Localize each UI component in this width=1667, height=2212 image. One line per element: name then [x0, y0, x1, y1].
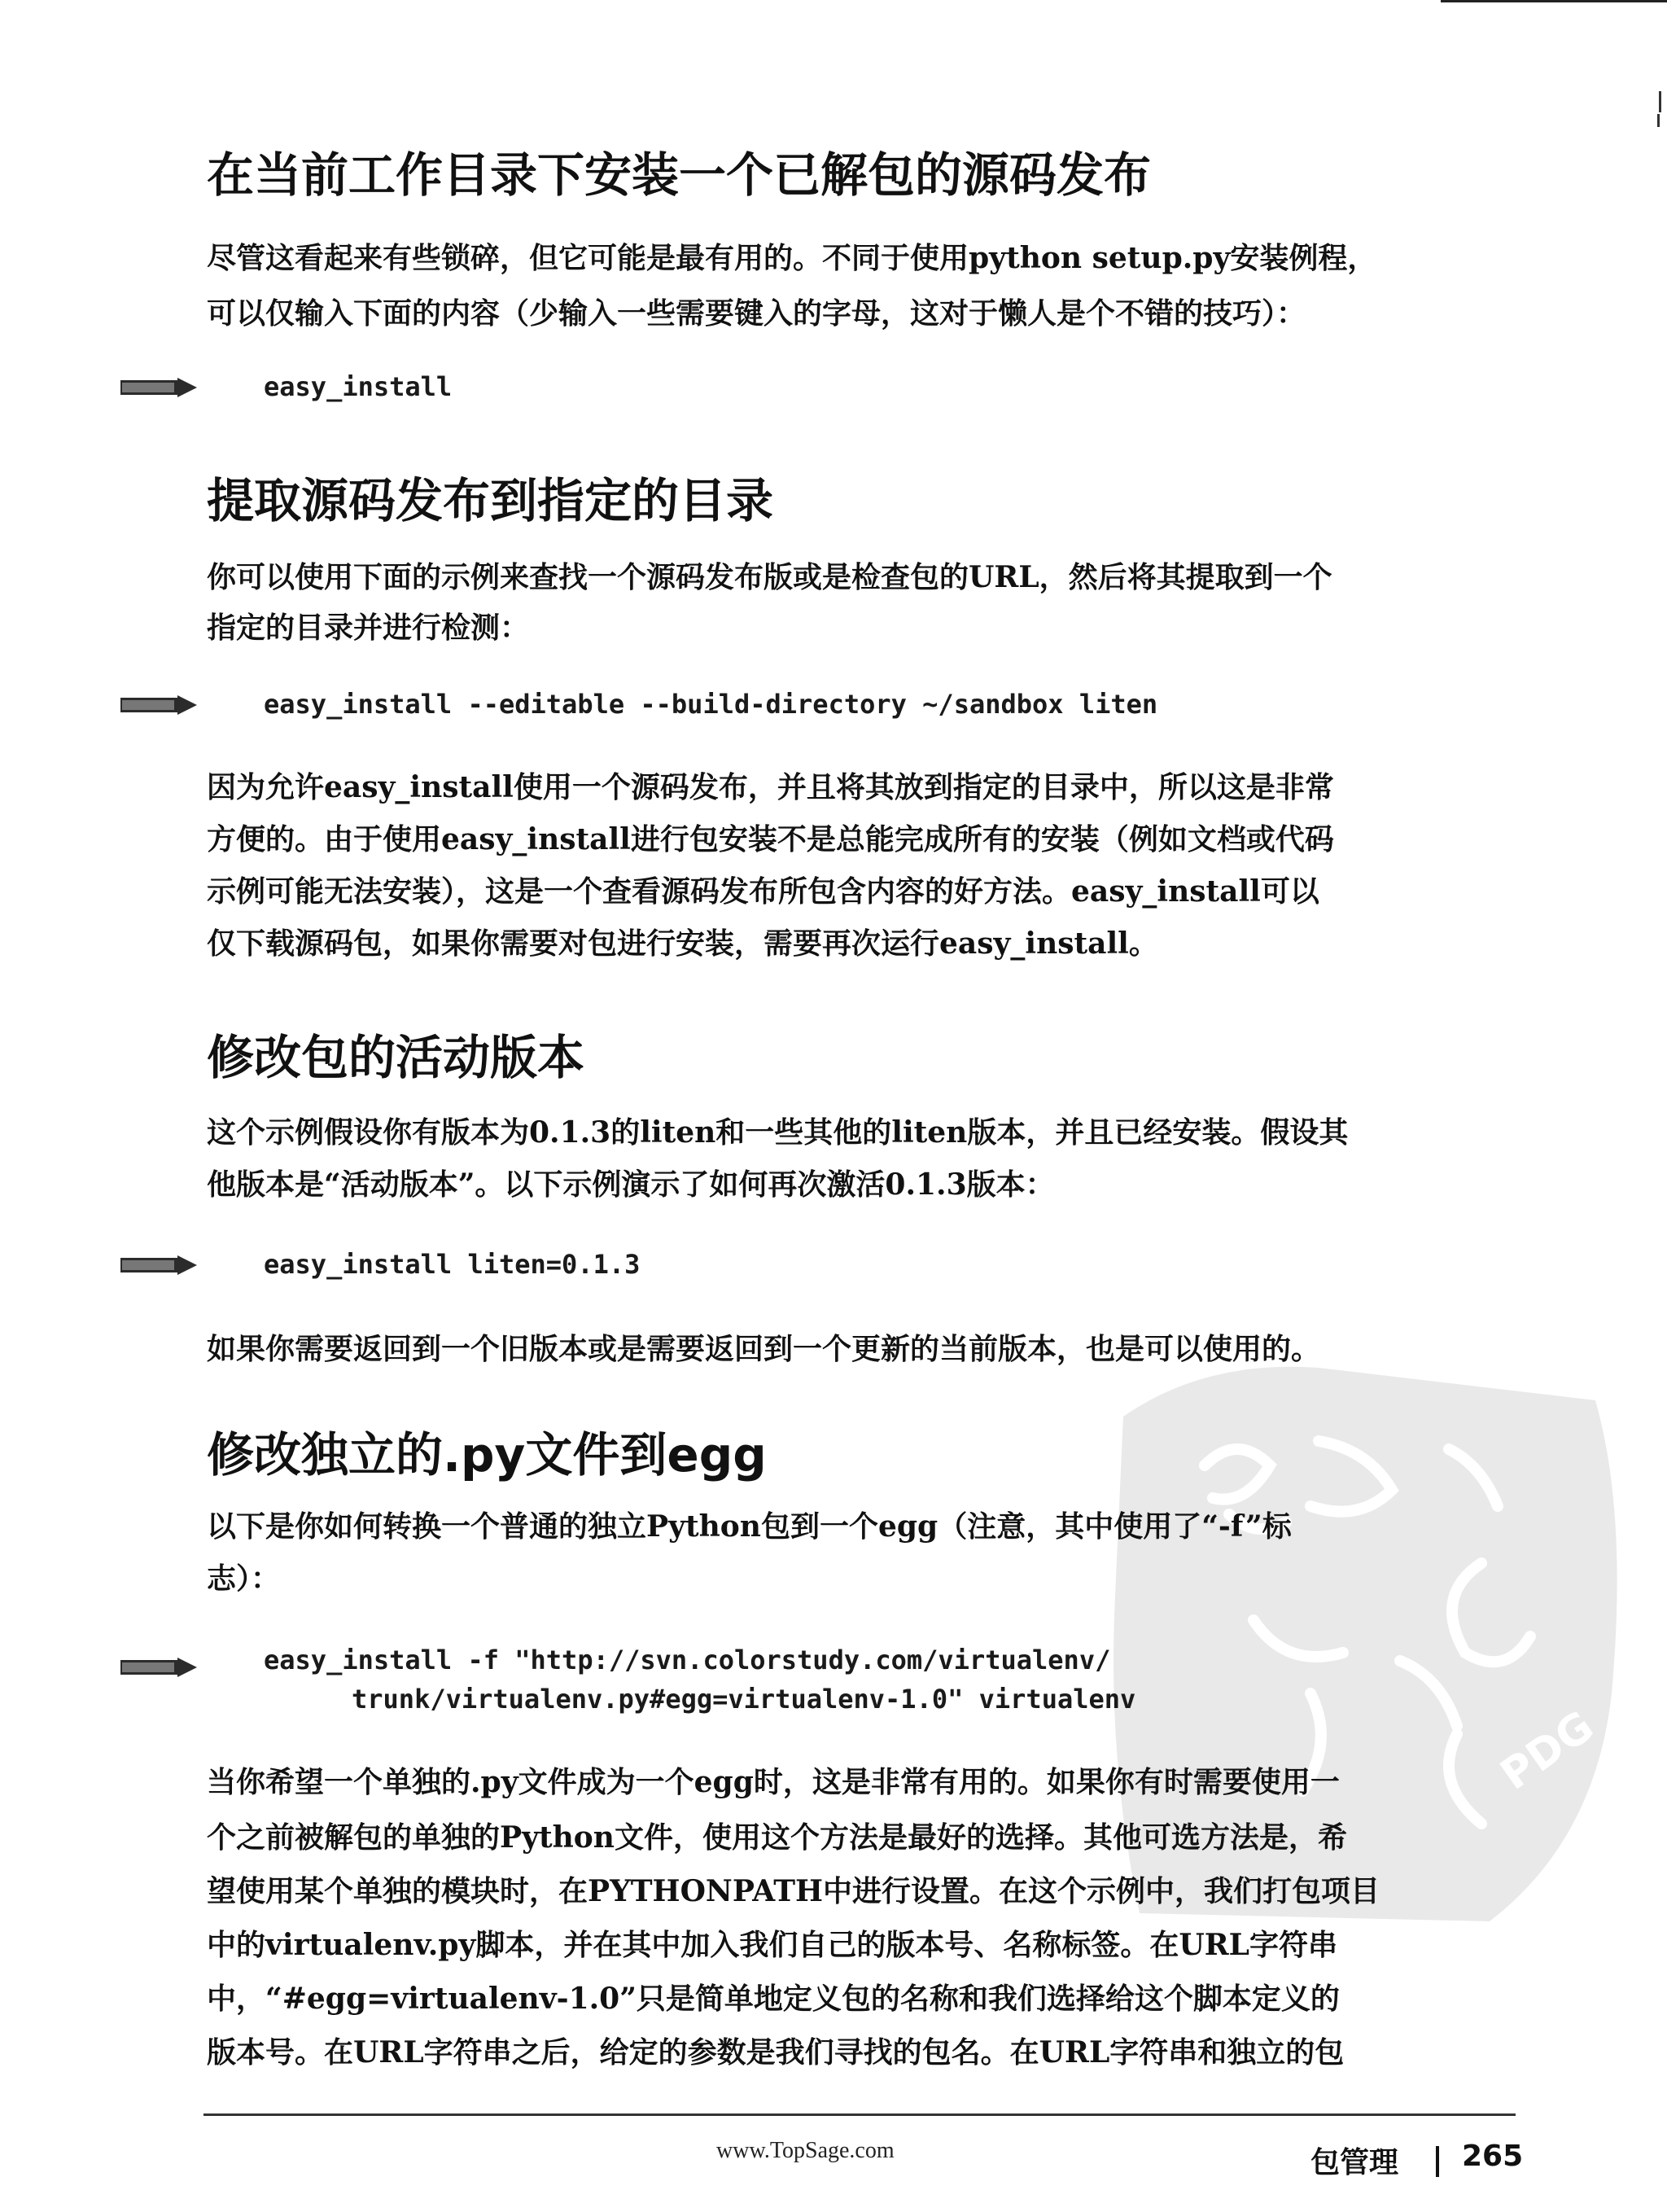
code-line: easy_install --editable --build-directory ~/sandbox liten [264, 689, 1158, 720]
section-heading: 修改包的活动版本 [207, 1030, 585, 1085]
paragraph-line: 他版本是“活动版本”。以下示例演示了如何再次激活0.1.3版本： [207, 1167, 1055, 1202]
paragraph-line: 示例可能无法安装），这是一个查看源码发布所包含内容的好方法。easy_install可以 [207, 874, 1319, 909]
paragraph-line: 版本号。在URL字符串之后，给定的参数是我们寻找的包名。在URL字符串和独立的包 [207, 2035, 1345, 2070]
paragraph-line: 中的virtualenv.py脚本，并在其中加入我们自己的版本号、名称标签。在URL字符串 [207, 1928, 1337, 1962]
paragraph-line: 方便的。由于使用easy_install进行包安装不是总能完成所有的安装（例如文档或代码 [207, 822, 1334, 856]
footer-rule [203, 2113, 1516, 2116]
footer-chapter-title: 包管理 [1310, 2146, 1399, 2179]
footer-separator [1436, 2146, 1439, 2177]
edge-mark [1657, 114, 1660, 127]
paragraph-line: 中，“#egg=virtualenv-1.0”只是简单地定义包的名称和我们选择给这个脚本定义的 [207, 1982, 1340, 2016]
paragraph-line: 你可以使用下面的示例来查找一个源码发布版或是检查包的URL，然后将其提取到一个 [207, 560, 1332, 594]
paragraph-line: 这个示例假设你有版本为0.1.3的liten和一些其他的liten版本，并且已经安装。假设其 [207, 1115, 1349, 1150]
paragraph-line: 指定的目录并进行检测： [207, 611, 530, 645]
code-line: easy_install [264, 371, 453, 402]
section-heading: 修改独立的.py文件到egg [207, 1427, 767, 1483]
top-edge-rule [1441, 0, 1667, 2]
paragraph-line: 可以仅输入下面的内容（少输入一些需要键入的字母，这对于懒人是个不错的技巧）： [207, 296, 1306, 331]
page-number: 265 [1462, 2140, 1524, 2173]
paragraph-line: 个之前被解包的单独的Python文件，使用这个方法是最好的选择。其他可选方法是，希 [207, 1820, 1347, 1855]
code-arrow-icon [120, 695, 197, 715]
code-arrow-icon [120, 1658, 197, 1677]
code-line: easy_install liten=0.1.3 [264, 1249, 641, 1280]
code-line: trunk/virtualenv.py#egg=virtualenv-1.0" virtualenv [352, 1684, 1136, 1715]
code-arrow-icon [120, 1255, 197, 1275]
section-heading: 提取源码发布到指定的目录 [207, 473, 774, 528]
paragraph-line: 望使用某个单独的模块时，在PYTHONPATH中进行设置。在这个示例中，我们打包项目 [207, 1874, 1380, 1908]
paragraph-line: 如果你需要返回到一个旧版本或是需要返回到一个更新的当前版本，也是可以使用的。 [207, 1332, 1321, 1366]
paragraph-line: 仅下载源码包，如果你需要对包进行安装，需要再次运行easy_install。 [207, 926, 1158, 961]
footer-url: www.TopSage.com [716, 2138, 895, 2163]
paragraph-line: 因为允许easy_install使用一个源码发布，并且将其放到指定的目录中，所以这是非常 [207, 770, 1334, 804]
paragraph-line: 尽管这看起来有些锁碎，但它可能是最有用的。不同于使用python setup.py安装例程， [207, 241, 1377, 275]
code-line: easy_install -f "http://svn.colorstudy.com/virtualenv/ [264, 1645, 1111, 1675]
paragraph-line: 以下是你如何转换一个普通的独立Python包到一个egg（注意，其中使用了“-f”标 [207, 1509, 1292, 1544]
edge-mark [1659, 91, 1661, 112]
paragraph-line: 志）： [207, 1562, 281, 1596]
watermark-text: PDG [1492, 1702, 1604, 1800]
paragraph-line: 当你希望一个单独的.py文件成为一个egg时，这是非常有用的。如果你有时需要使用一 [207, 1765, 1340, 1799]
code-arrow-icon [120, 378, 197, 397]
section-heading: 在当前工作目录下安装一个已解包的源码发布 [207, 147, 1152, 203]
